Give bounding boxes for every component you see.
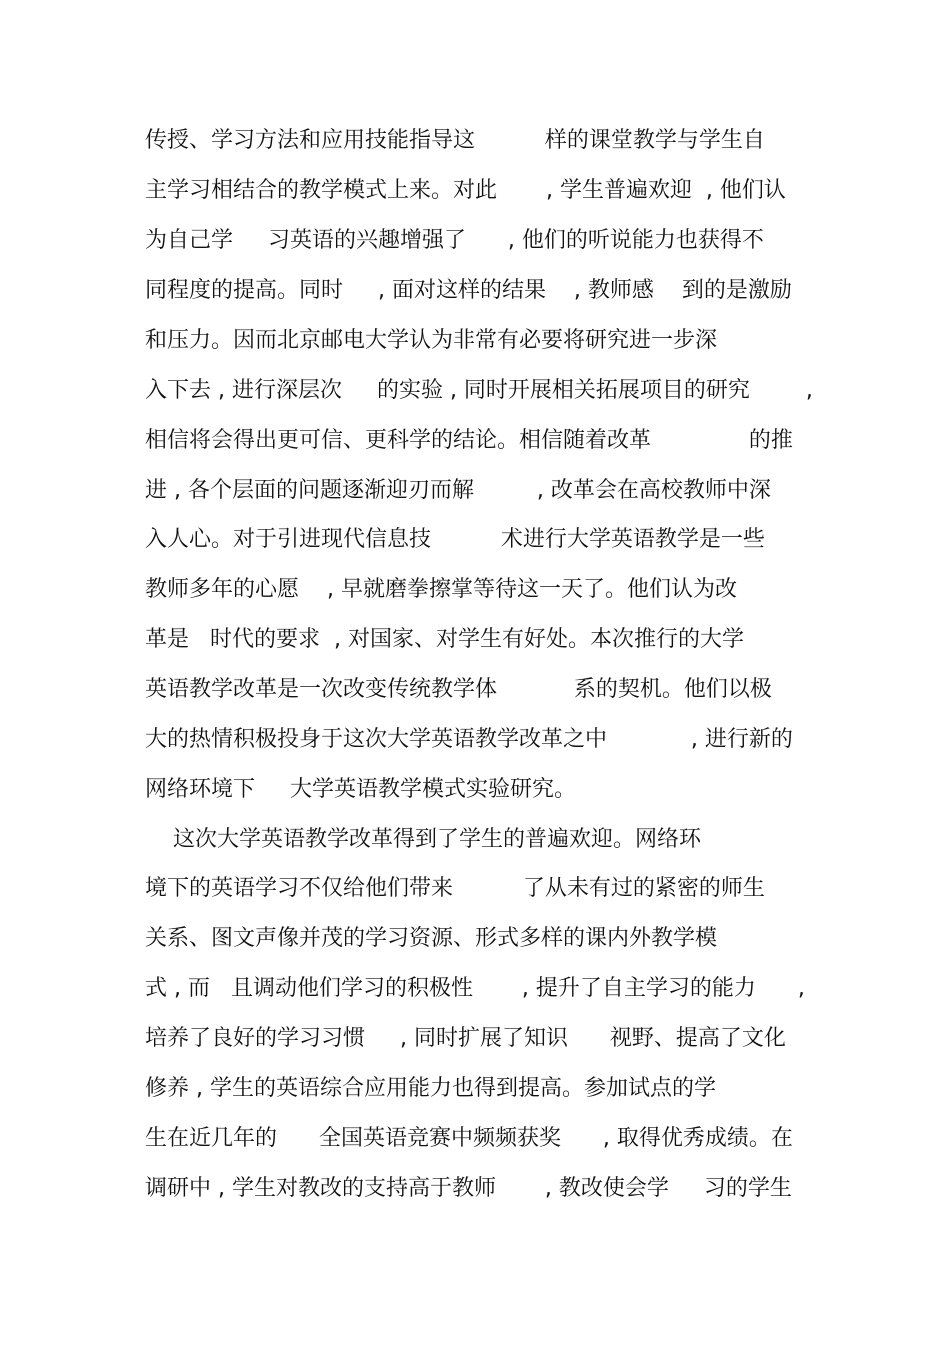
text-line: 入下去 , 进行深层次 的实验 , 同时开展相关拓展项目的研究 ,: [145, 378, 813, 403]
text-line: 网络环境下 大学英语教学模式实验研究。: [145, 777, 576, 802]
paragraph-first-line: 这次大学英语教学改革得到了学生的普遍欢迎。网络环: [145, 827, 701, 852]
text-line: 相信将会得出更可信、更科学的结论。相信随着改革 的推: [145, 428, 793, 453]
text-line: 生在近几年的 全国英语竞赛中频频获奖 , 取得优秀成绩。在: [145, 1126, 793, 1151]
text-line: 修养 , 学生的英语综合应用能力也得到提高。参加试点的学: [145, 1076, 716, 1101]
text-line: 主学习相结合的教学模式上来。对此 , 学生普遍欢迎 , 他们认: [145, 178, 786, 203]
text-line: 传授、学习方法和应用技能指导这 样的课堂教学与学生自: [145, 128, 765, 153]
text-line: 同程度的提高。同时 , 面对这样的结果 , 教师感 到的是激励: [145, 278, 792, 303]
text-line: 境下的英语学习不仅给他们带来 了从未有过的紧密的师生: [145, 876, 765, 901]
text-line: 英语教学改革是一次改变传统教学体 系的契机。他们以极: [145, 677, 772, 702]
text-line: 进 , 各个层面的问题逐渐迎刃而解 , 改革会在高校教师中深: [145, 478, 771, 503]
text-line: 为自己学 习英语的兴趣增强了 , 他们的听说能力也获得不: [145, 228, 764, 253]
text-line: 关系、图文声像并茂的学习资源、形式多样的课内外教学模: [145, 926, 718, 951]
text-line: 式 , 而 且调动他们学习的积极性 , 提升了自主学习的能力 ,: [145, 976, 805, 1001]
text-line: 培养了良好的学习习惯 , 同时扩展了知识 视野、提高了文化: [145, 1026, 786, 1051]
text-line: 大的热情积极投身于这次大学英语教学改革之中 , 进行新的: [145, 727, 793, 752]
text-line: 教师多年的心愿 , 早就磨拳擦掌等待这一天了。他们认为改: [145, 577, 737, 602]
text-line: 调研中 , 学生对教改的支持高于教师 , 教改使会学 习的学生: [145, 1176, 792, 1201]
text-line: 革是 时代的要求 , 对国家、对学生有好处。本次推行的大学: [145, 627, 744, 652]
text-line: 和压力。因而北京邮电大学认为非常有必要将研究进一步深: [145, 328, 718, 353]
text-line: 入人心。对于引进现代信息技 术进行大学英语教学是一些: [145, 527, 765, 552]
